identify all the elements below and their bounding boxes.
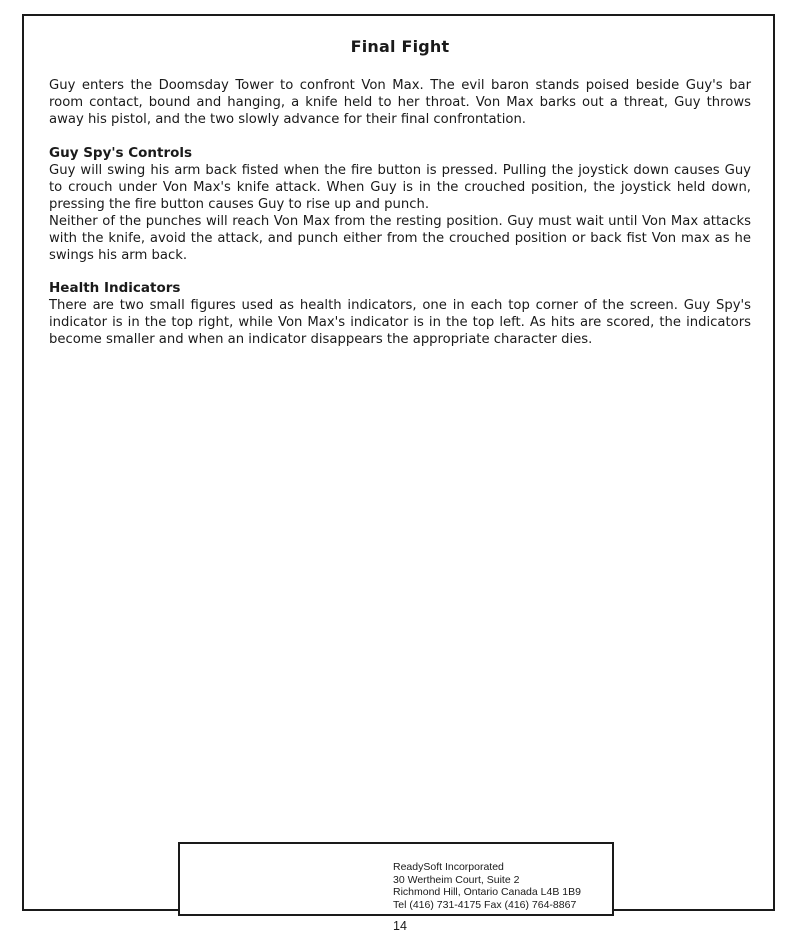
controls-paragraph-2: Neither of the punches will reach Von Max from the resting position. Guy must wait until Von Max attacks with the knife, avoid the attack, and punch either from the crouched position or back fist Von max as he swings his arm back.: [49, 214, 751, 263]
controls-paragraph-1: Guy will swing his arm back fisted when the fire button is pressed. Pulling the joystick down causes Guy to crouch under Von Max's knife attack. When Guy is in the crouched position, the joystick held down, pressing the fire button causes Guy to rise up and punch.: [49, 163, 751, 212]
address-line-1: 30 Wertheim Court, Suite 2: [393, 873, 520, 886]
health-heading: Health Indicators: [49, 280, 181, 296]
publisher-address: [393, 861, 581, 911]
page-title: Final Fight: [350, 37, 450, 56]
page-number: 14: [393, 919, 407, 933]
company-name: ReadySoft Incorporated: [393, 861, 504, 873]
contact-line: Tel (416) 731-4175 Fax (416) 764-8867: [393, 898, 577, 911]
controls-heading: Guy Spy's Controls: [49, 145, 193, 161]
publisher-address-box: [178, 842, 614, 916]
document-body: [49, 77, 751, 348]
address-line-2: Richmond Hill, Ontario Canada L4B 1B9: [393, 886, 581, 898]
health-paragraph: There are two small figures used as health indicators, one in each top corner of the screen. Guy Spy's indicator is in the top right, while Von Max's indicator is in the top left. As hits are scored, the indicators become smaller and when an indicator disappears the appropriate character dies.: [49, 298, 751, 347]
intro-paragraph: Guy enters the Doomsday Tower to confront Von Max. The evil baron stands poised beside Guy's bar room contact, bound and hanging, a knife held to her throat. Von Max barks out a threat, Guy throws away his pistol, and the two slowly advance for their final confrontation.: [49, 78, 751, 127]
